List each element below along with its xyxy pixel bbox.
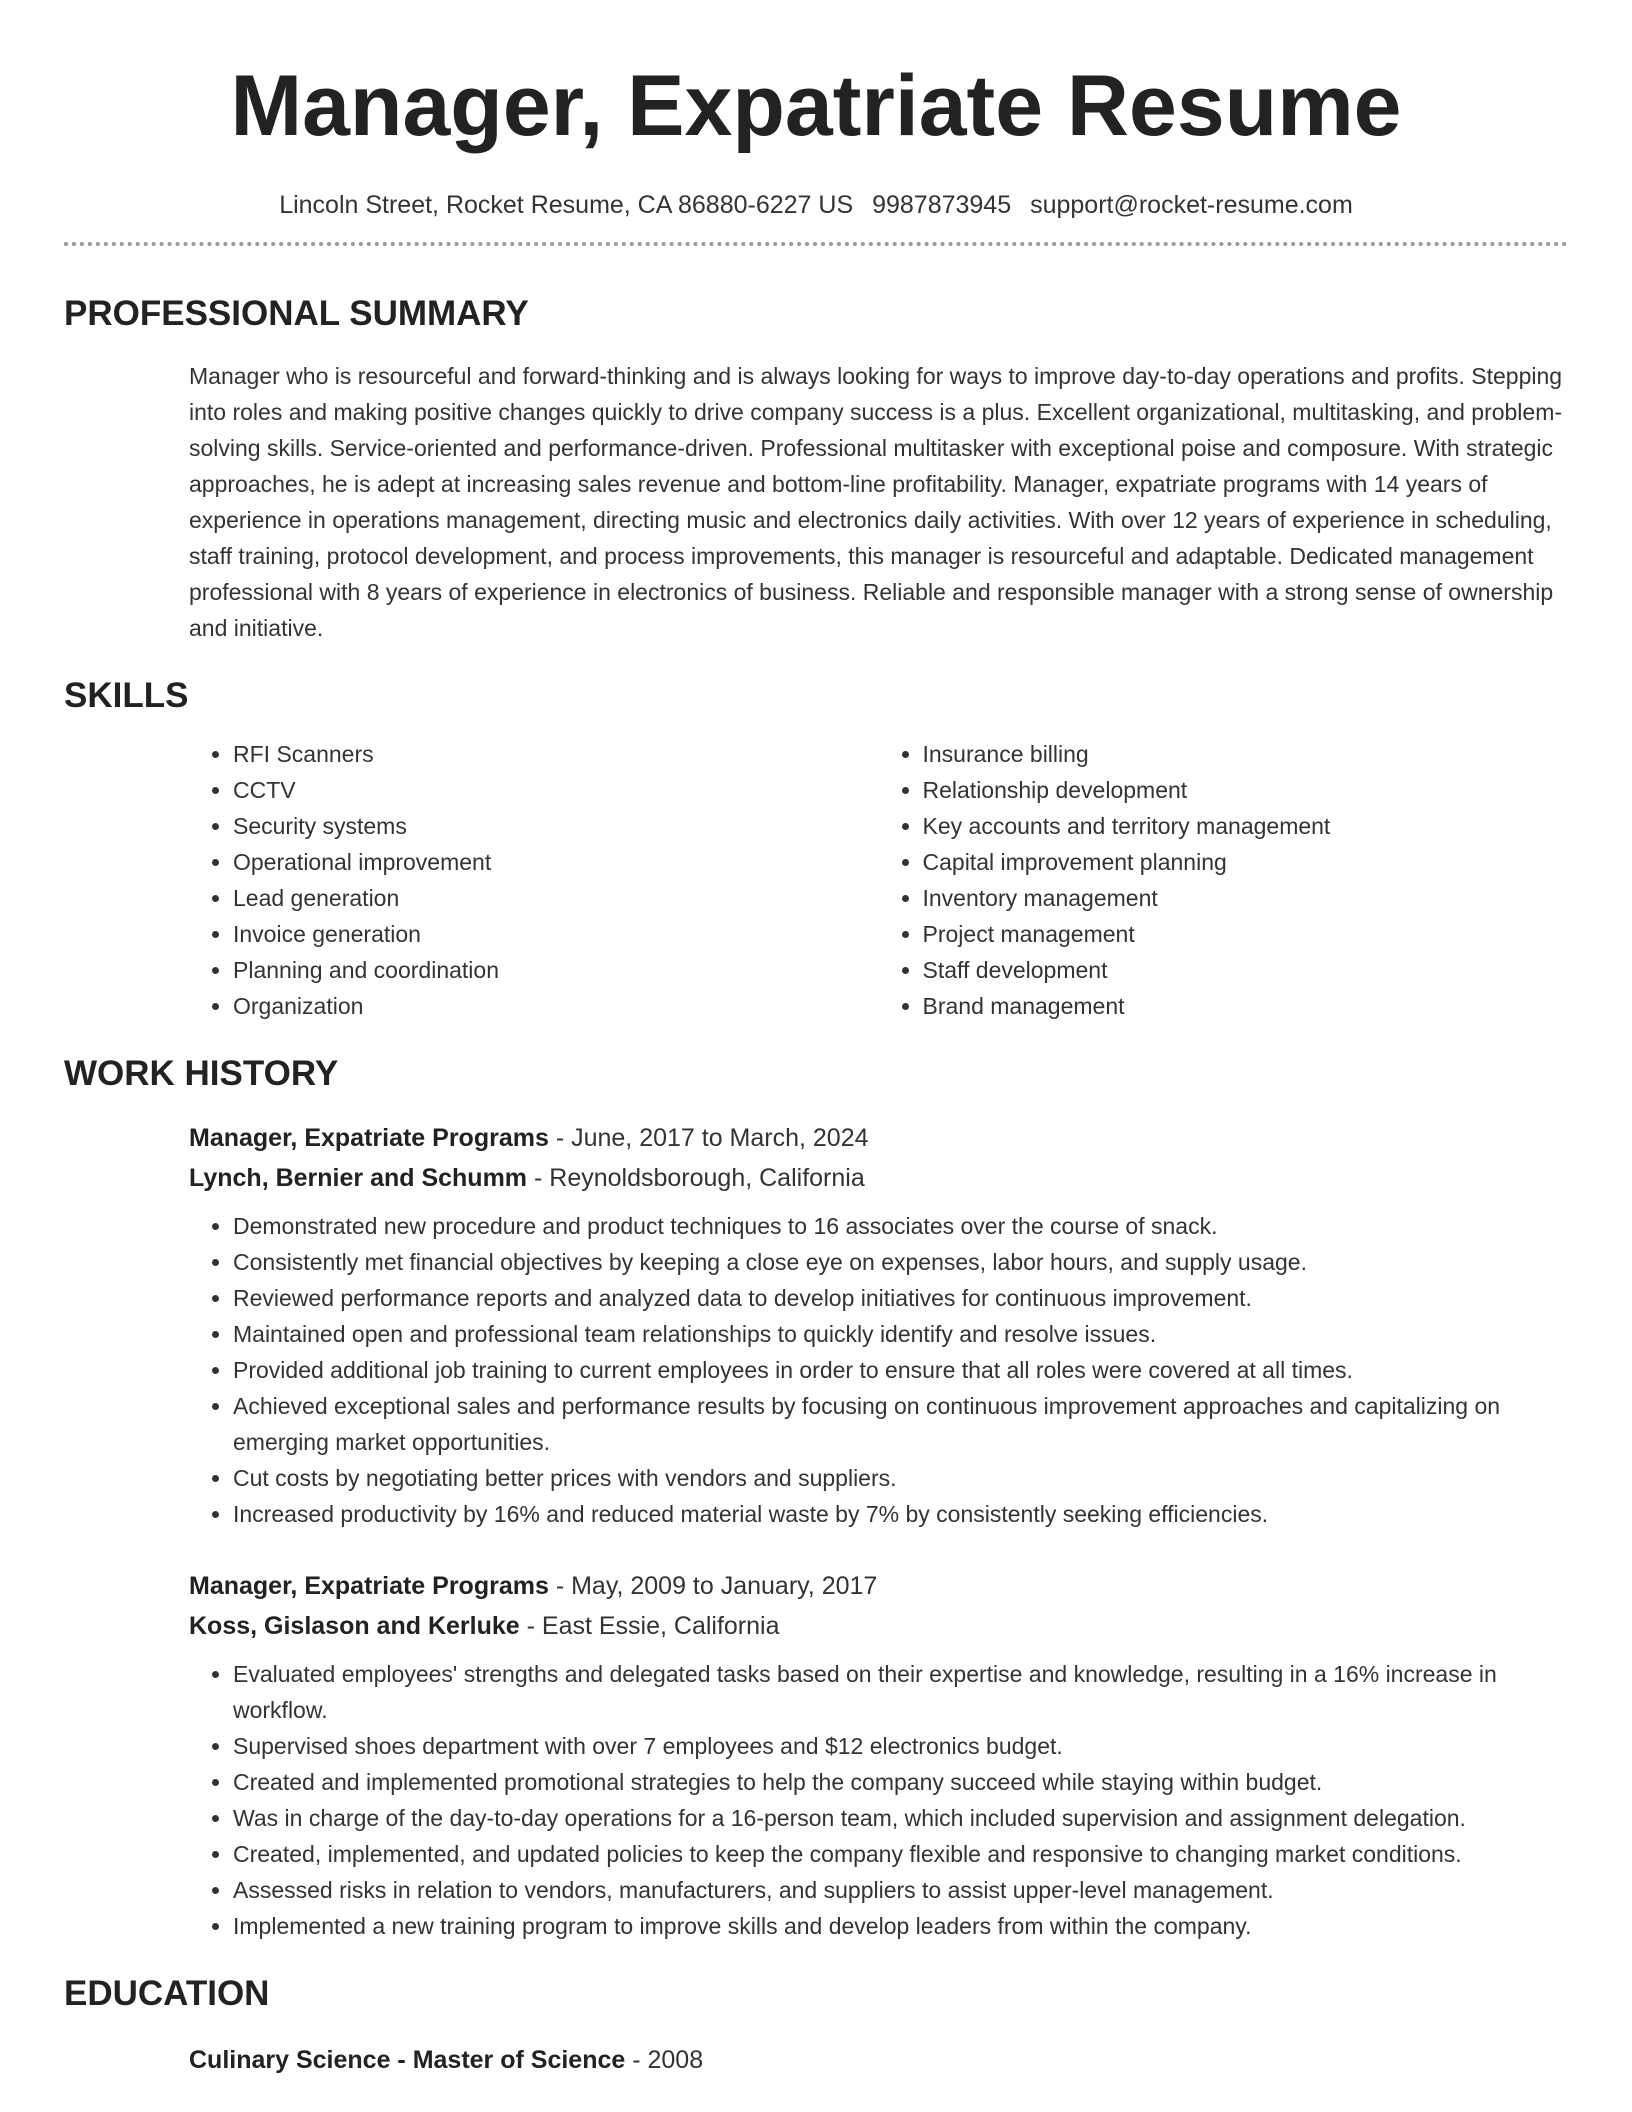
job-role: Manager, Expatriate Programs — [189, 1124, 549, 1152]
job-bullet: • Assessed risks in relation to vendors, manufacturers, and suppliers to assist upper-level management. — [233, 1872, 1568, 1908]
header-divider — [64, 242, 1568, 246]
education-heading: EDUCATION — [64, 1974, 270, 2013]
job-bullet: • Supervised shoes department with over 7 employees and $12 electronics budget. — [233, 1728, 1568, 1764]
job-company-line — [189, 1158, 1568, 1198]
education-degree: Culinary Science - Master of Science — [189, 2046, 626, 2074]
education-degree-line — [189, 2040, 1568, 2080]
summary-heading: PROFESSIONAL SUMMARY — [64, 294, 529, 333]
summary-text: Manager who is resourceful and forward-thinking and is always looking for ways to improve day-to-day operations and profits. Stepping into roles and making positive changes quickly to drive company success is a plus. Excellent organizational, multitasking, and problem-solving skills. Service-oriented and performance-driven. Professional multitasker with exceptional poise and composure. With strategic approaches, he is adept at increasing sales revenue and bottom-line profitability. Manager, expatriate programs with 14 years of experience in operations management, directing music and electronics daily activities. With over 12 years of experience in scheduling, staff training, protocol development, and process improvements, this manager is resourceful and adaptable. Dedicated management professional with 8 years of experience in electronics of business. Reliable and responsible manager with a strong sense of ownership and initiative. — [189, 363, 1563, 641]
skill-item: • Key accounts and territory management — [923, 808, 1569, 844]
contact-line — [64, 190, 1568, 220]
skill-item: • RFI Scanners — [233, 736, 879, 772]
job-role-line — [189, 1566, 1568, 1606]
skill-item: • Capital improvement planning — [923, 844, 1569, 880]
job-location: - East Essie, California — [519, 1612, 780, 1640]
education-year: - 2008 — [625, 2046, 704, 2074]
job-company: Lynch, Bernier and Schumm — [189, 1164, 528, 1192]
resume-title: Manager, Expatriate Resume — [230, 58, 1402, 154]
job-bullet: • Created, implemented, and updated policies to keep the company flexible and responsive to changing market conditions. — [233, 1836, 1568, 1872]
job-bullet: • Maintained open and professional team relationships to quickly identify and resolve issues. — [233, 1316, 1568, 1352]
job-bullet: • Consistently met financial objectives by keeping a close eye on expenses, labor hours, and supply usage. — [233, 1244, 1568, 1280]
job-bullet: • Reviewed performance reports and analyzed data to develop initiatives for continuous improvement. — [233, 1280, 1568, 1316]
job-dates: - June, 2017 to March, 2024 — [548, 1124, 869, 1152]
skills-column-right — [879, 736, 1569, 1024]
skills-column-left — [189, 736, 879, 1024]
job-bullet: • Implemented a new training program to improve skills and develop leaders from within the company. — [233, 1908, 1568, 1944]
contact-address: Lincoln Street, Rocket Resume, CA 86880-6227 US — [279, 191, 854, 219]
job-company: Koss, Gislason and Kerluke — [189, 1612, 520, 1640]
skills-list — [189, 736, 1568, 1024]
job-bullet: • Achieved exceptional sales and performance results by focusing on continuous improvement approaches and capitalizing on emerging market opportunities. — [233, 1388, 1568, 1460]
job-company-line — [189, 1606, 1568, 1646]
job-bullet: • Provided additional job training to current employees in order to ensure that all roles were covered at all times. — [233, 1352, 1568, 1388]
job-bullets — [189, 1656, 1568, 1944]
skill-item: • CCTV — [233, 772, 879, 808]
job-bullet: • Created and implemented promotional strategies to help the company succeed while staying within budget. — [233, 1764, 1568, 1800]
job-location: - Reynoldsborough, California — [527, 1164, 865, 1192]
education-entry — [189, 2040, 1568, 2080]
skill-item: • Staff development — [923, 952, 1569, 988]
job-bullet: • Was in charge of the day-to-day operations for a 16-person team, which included supervision and assignment delegation. — [233, 1800, 1568, 1836]
skill-item: • Lead generation — [233, 880, 879, 916]
skill-item: • Invoice generation — [233, 916, 879, 952]
job-bullet: • Increased productivity by 16% and reduced material waste by 7% by consistently seeking efficiencies. — [233, 1496, 1568, 1532]
job-role-line — [189, 1118, 1568, 1158]
job-entry — [189, 1118, 1568, 1532]
skill-item: • Project management — [923, 916, 1569, 952]
skill-item: • Inventory management — [923, 880, 1569, 916]
skill-item: • Organization — [233, 988, 879, 1024]
job-role: Manager, Expatriate Programs — [189, 1572, 549, 1600]
skills-heading: SKILLS — [64, 676, 189, 715]
skill-item: • Planning and coordination — [233, 952, 879, 988]
skill-item: • Security systems — [233, 808, 879, 844]
job-bullet: • Cut costs by negotiating better prices with vendors and suppliers. — [233, 1460, 1568, 1496]
job-bullets — [189, 1208, 1568, 1532]
skill-item: • Relationship development — [923, 772, 1569, 808]
work-history-heading: WORK HISTORY — [64, 1054, 339, 1093]
job-bullet: • Demonstrated new procedure and product techniques to 16 associates over the course of snack. — [233, 1208, 1568, 1244]
job-entry — [189, 1566, 1568, 1944]
skill-item: • Brand management — [923, 988, 1569, 1024]
contact-phone: 9987873945 — [872, 191, 1012, 219]
skill-item: • Insurance billing — [923, 736, 1569, 772]
skill-item: • Operational improvement — [233, 844, 879, 880]
job-bullet: • Evaluated employees' strengths and delegated tasks based on their expertise and knowledge, resulting in a 16% increase in workflow. — [233, 1656, 1568, 1728]
contact-email: support@rocket-resume.com — [1030, 191, 1353, 219]
job-dates: - May, 2009 to January, 2017 — [548, 1572, 878, 1600]
